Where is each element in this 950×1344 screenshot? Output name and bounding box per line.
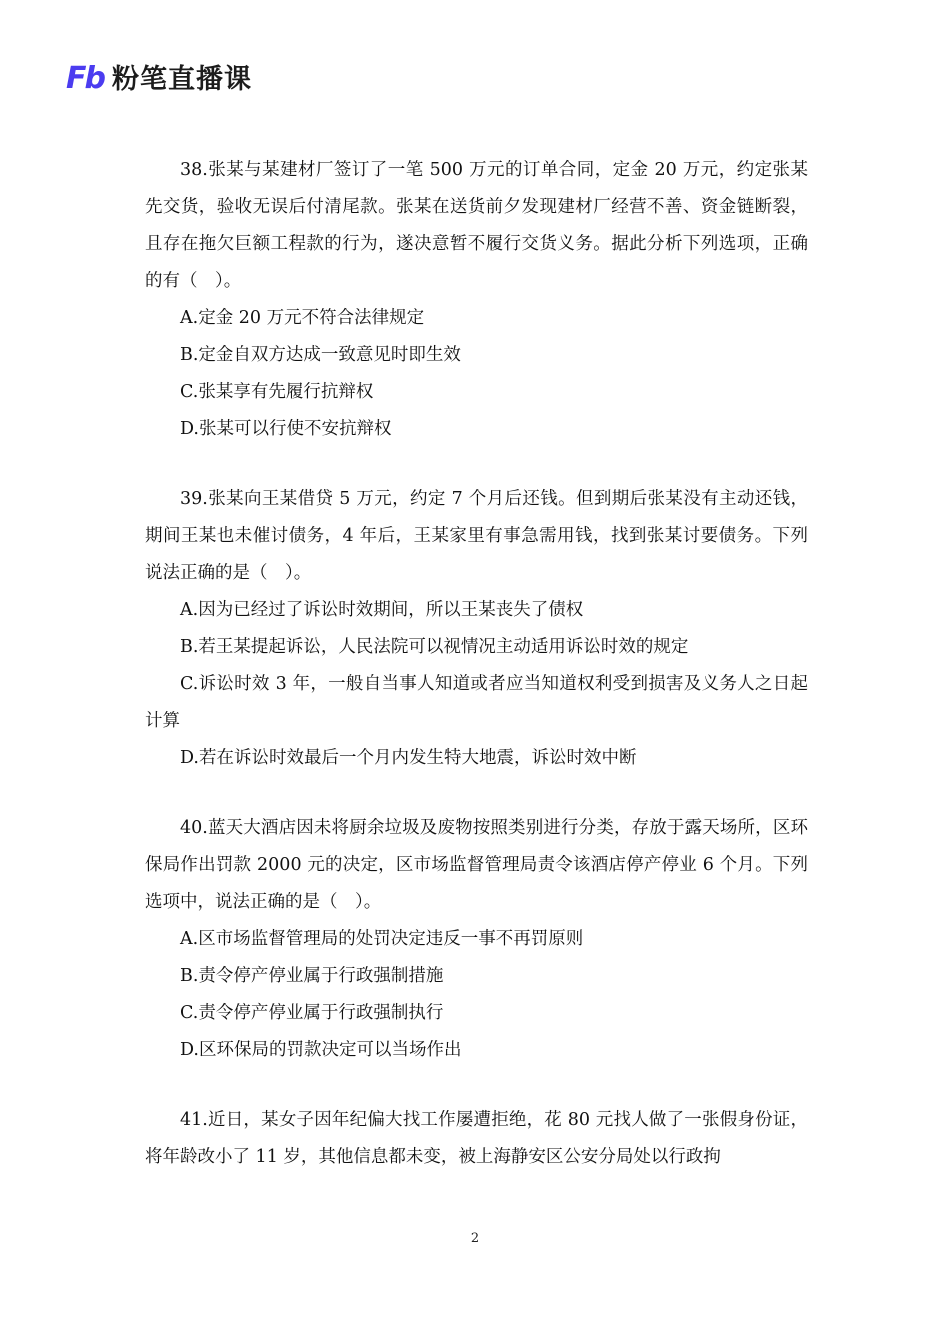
option-d: D.张某可以行使不安抗辩权: [180, 419, 392, 439]
brand-logo: [66, 60, 252, 98]
option-b: B.责令停产停业属于行政强制措施: [180, 966, 444, 986]
question-41: [145, 1102, 808, 1176]
question-stem: 41.近日，某女子因年纪偏大找工作屡遭拒绝，花 80 元找人做了一张假身份证，将年龄改小了 11 岁，其他信息都未变，被上海静安区公安分局处以行政拘: [145, 1110, 808, 1167]
question-40: [145, 810, 808, 1069]
document-body: [145, 152, 808, 1209]
option-b: B.若王某提起诉讼，人民法院可以视情况主动适用诉讼时效的规定: [180, 637, 689, 657]
logo-mark-icon: Fb: [66, 61, 104, 96]
question-38: [145, 152, 808, 448]
question-stem: 38.张某与某建材厂签订了一笔 500 万元的订单合同，定金 20 万元，约定张某先交货，验收无误后付清尾款。张某在送货前夕发现建材厂经营不善、资金链断裂，且存在拖欠巨额工程款的行为，遂决意暂不履行交货义务。据此分析下列选项，正确的有（ ）。: [145, 160, 808, 291]
page-number: 2: [470, 1231, 480, 1246]
option-c: C.张某享有先履行抗辩权: [180, 382, 374, 402]
question-39: [145, 481, 808, 777]
option-b: B.定金自双方达成一致意见时即生效: [180, 345, 461, 365]
option-c: C.责令停产停业属于行政强制执行: [180, 1003, 444, 1023]
option-d: D.若在诉讼时效最后一个月内发生特大地震，诉讼时效中断: [180, 748, 637, 768]
option-d: D.区环保局的罚款决定可以当场作出: [180, 1040, 462, 1060]
option-c: C.诉讼时效 3 年，一般自当事人知道或者应当知道权利受到损害及义务人之日起计算: [145, 674, 808, 731]
option-a: A.区市场监督管理局的处罚决定违反一事不再罚原则: [180, 929, 584, 949]
option-a: A.定金 20 万元不符合法律规定: [180, 308, 425, 328]
logo-text: 粉笔直播课: [111, 63, 252, 95]
question-stem: 40.蓝天大酒店因未将厨余垃圾及废物按照类别进行分类，存放于露天场所，区环保局作出罚款 2000 元的决定，区市场监督管理局责令该酒店停产停业 6 个月。下列选项中，说法正确的是（ ）。: [145, 818, 808, 912]
question-stem: 39.张某向王某借贷 5 万元，约定 7 个月后还钱。但到期后张某没有主动还钱，期间王某也未催讨债务，4 年后，王某家里有事急需用钱，找到张某讨要债务。下列说法正确的是（ ）。: [145, 489, 808, 583]
option-a: A.因为已经过了诉讼时效期间，所以王某丧失了债权: [180, 600, 584, 620]
